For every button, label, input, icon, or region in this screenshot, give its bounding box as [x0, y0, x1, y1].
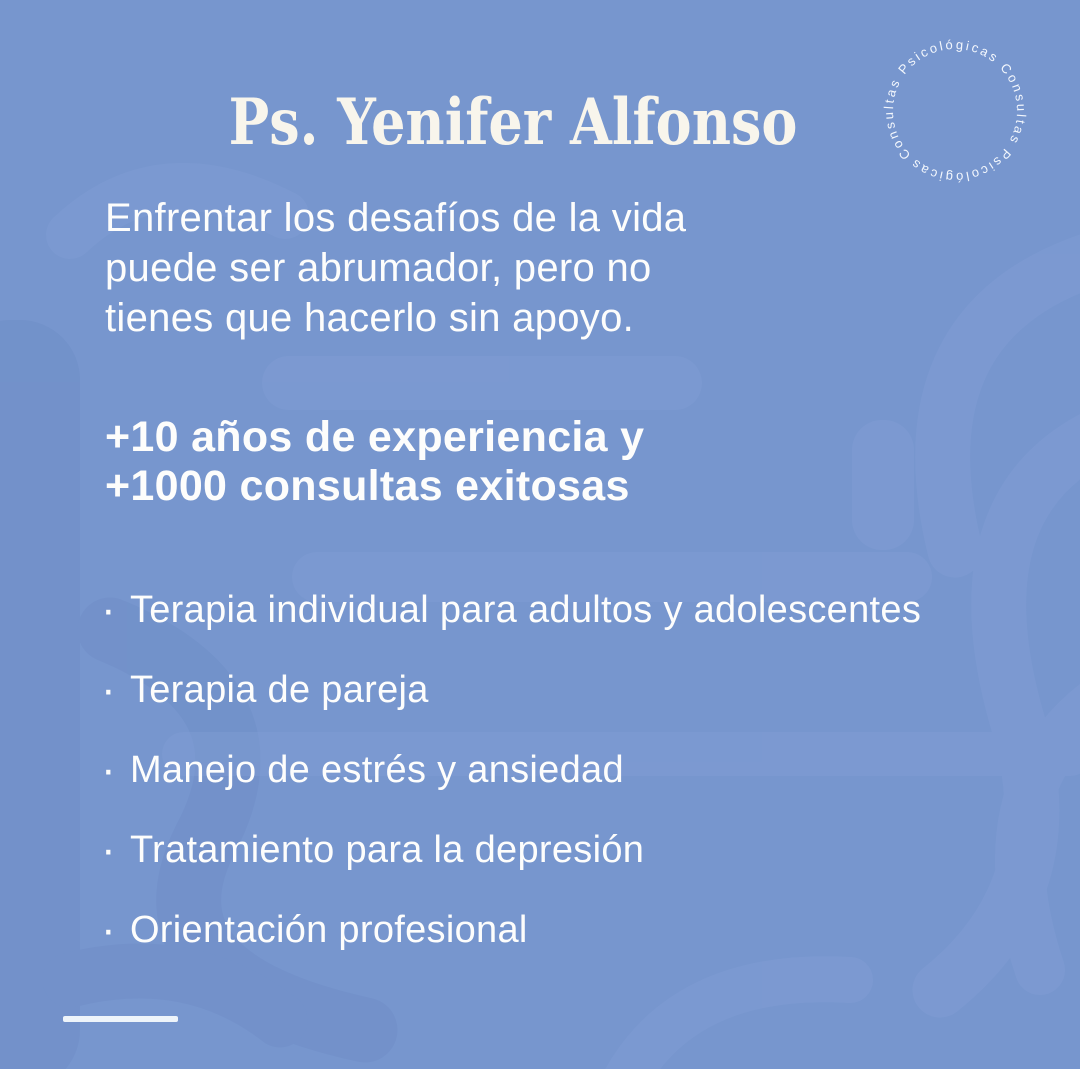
service-item [101, 905, 921, 954]
bullet-dot: · [101, 745, 116, 794]
service-label: Orientación profesional [129, 908, 528, 951]
service-label: Tratamiento para la depresión [129, 828, 645, 871]
intro-line: tienes que hacerlo sin apoyo. [105, 296, 635, 340]
circular-badge [849, 5, 1061, 217]
intro-line: Enfrentar los desafíos de la vida [105, 196, 687, 240]
experience-highlight [105, 413, 644, 511]
service-item [101, 585, 922, 634]
service-label: Terapia individual para adultos y adolescentes [129, 588, 922, 631]
intro-paragraph [105, 193, 686, 343]
services-list [101, 585, 922, 989]
service-item [101, 825, 921, 874]
bullet-dot: · [101, 825, 116, 874]
svg-text:Consultas Psicológicas Consult [850, 6, 1060, 216]
service-item [101, 745, 921, 794]
page-title: Ps. Yenifer Alfonso [228, 84, 798, 160]
divider-line [63, 1016, 178, 1022]
intro-line: puede ser abrumador, pero no [105, 246, 652, 290]
highlight-line: +10 años de experiencia y [105, 413, 645, 461]
service-label: Manejo de estrés y ansiedad [129, 748, 624, 791]
bullet-dot: · [101, 905, 116, 954]
badge-text: Consultas Psicológicas Consultas Psicológicas [880, 36, 1030, 186]
highlight-line: +1000 consultas exitosas [105, 462, 630, 510]
bullet-dot: · [101, 665, 116, 714]
service-item [101, 665, 921, 714]
bullet-dot: · [101, 585, 116, 634]
service-label: Terapia de pareja [129, 668, 429, 711]
